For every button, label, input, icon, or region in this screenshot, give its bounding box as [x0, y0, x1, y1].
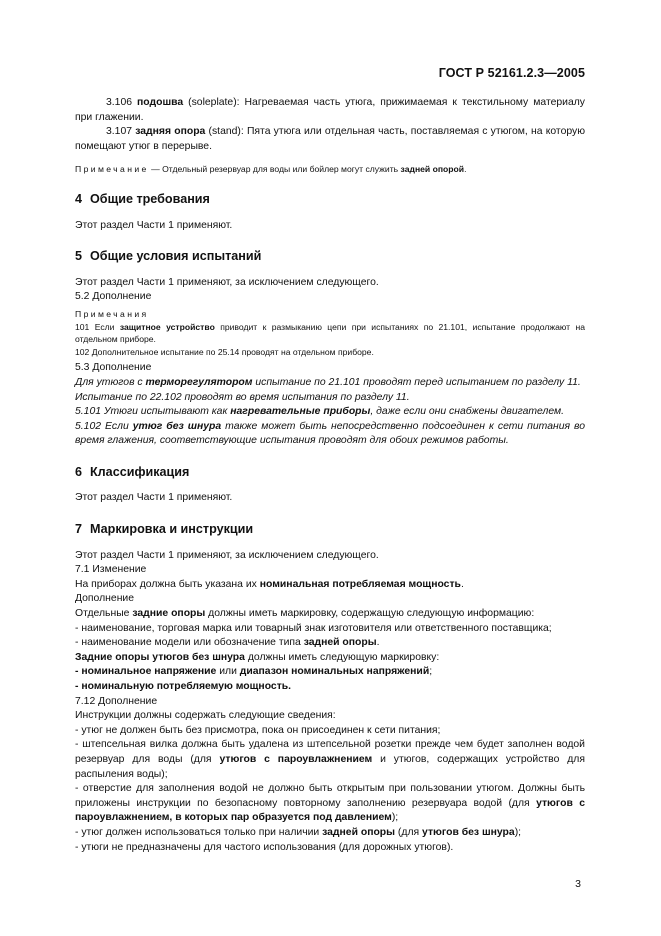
- term-stand-3: задней опоры: [322, 826, 396, 838]
- page-number: 3: [575, 878, 581, 890]
- note-101-start: 101 Если: [75, 321, 120, 332]
- list-item-voltage: [75, 665, 585, 680]
- term-voltage-range: диапазон номинальных напряжений: [239, 666, 430, 678]
- definition-3-106: [75, 96, 585, 125]
- subsection-7-12: 7.12 Дополнение: [75, 695, 158, 707]
- definition-3-107: [75, 125, 585, 154]
- list-item-model: [75, 636, 585, 651]
- section-6-heading: [75, 465, 585, 480]
- p5101-start: 5.101 Утюги испытывают как: [75, 406, 231, 418]
- paragraph-5-3-a: [75, 376, 585, 391]
- note-end: .: [464, 164, 467, 175]
- term-rated-power-input: номинальная потребляемая мощность: [259, 578, 461, 590]
- p5101-end: , даже если они снабжены двигателем.: [370, 406, 565, 418]
- section-4-heading: [75, 192, 585, 207]
- paragraph-7-12: Инструкции должны содержать следующие сведения:: [75, 710, 336, 722]
- list-item-use-stand: [75, 826, 585, 841]
- list-item-travel-irons: - утюги не предназначены для частого использования (для дорожных утюгов).: [75, 841, 454, 853]
- p71-start: На приборах должна быть указана их: [75, 578, 260, 590]
- term-rated-voltage: номинальное напряжение: [81, 666, 217, 678]
- term-protective-device: защитное устройство: [119, 321, 215, 332]
- p-sep-end: должны иметь маркировку, содержащую следующую информацию:: [205, 608, 535, 620]
- paragraph-5-3-b: Испытание по 22.102 проводят во время испытания по разделу 11.: [75, 391, 410, 403]
- p-cord-end: должны иметь следующую маркировку:: [244, 651, 440, 663]
- list-item-filling-opening: [75, 782, 585, 826]
- section-6-text: Этот раздел Части 1 применяют.: [75, 492, 233, 504]
- term-steam-irons: утюгов с пароувлажнением: [219, 753, 373, 765]
- p53-start: Для утюгов с: [75, 376, 146, 388]
- term-soleplate: подошва: [137, 97, 184, 108]
- paragraph-separate-stands: [75, 607, 585, 622]
- term-stands: задние опоры: [132, 608, 206, 620]
- li8-end: );: [514, 826, 522, 838]
- section-title: Маркировка и инструкции: [90, 522, 254, 537]
- paragraph-cordless-stands: [75, 651, 585, 666]
- li2-end: .: [376, 637, 380, 649]
- section-5-intro: Этот раздел Части 1 применяют, за исключением следующего.: [75, 276, 379, 288]
- term-stand: задняя опора: [135, 126, 206, 138]
- p53-end: испытание по 21.101 проводят перед испытанием по разделу 11.: [252, 376, 581, 388]
- notes-label: [75, 308, 585, 321]
- definition-text: (stand): Пята утюга или отдельная часть, поставляемая с утюгом, на которую помещают утюг в перерыве.: [75, 126, 585, 152]
- paragraph-5-102: [75, 420, 585, 449]
- list-item-plug: [75, 738, 585, 782]
- term-pressure-steam-irons: утюгов с пароувлажнением, в которых пар образуется под давлением: [75, 797, 585, 824]
- note-stand: [75, 163, 585, 176]
- section-number: 4: [75, 191, 83, 206]
- term-thermostat: терморегулятором: [145, 376, 253, 388]
- section-7-heading: [75, 522, 585, 537]
- subsection-5-3: 5.3 Дополнение: [75, 362, 152, 374]
- section-4-text: Этот раздел Части 1 применяют.: [75, 219, 233, 231]
- li2-start: - наименование модели или обозначение типа: [75, 637, 304, 649]
- section-5-heading: [75, 249, 585, 264]
- li8-start: - утюг должен использоваться только при наличии: [75, 826, 323, 838]
- note-102: 102 Дополнительное испытание по 25.14 проводят на отдельном приборе.: [75, 346, 374, 357]
- p71-end: .: [460, 578, 464, 590]
- paragraph-7-1: [75, 578, 585, 593]
- addition-label: Дополнение: [75, 593, 135, 605]
- note-101-end: приводит к размыканию цепи при испытаниях по 21.101, испытание продолжают на отдельном приборе.: [75, 321, 585, 345]
- note-101: [75, 321, 585, 346]
- li7-end: );: [391, 812, 399, 824]
- li3-dash: -: [75, 666, 82, 678]
- paragraph-5-101: [75, 405, 585, 420]
- term-cordless-irons: утюгов без шнура: [422, 826, 515, 838]
- note-text: — Отдельный резервуар для воды или бойлер могут служить: [148, 164, 401, 175]
- note-label: Примечание: [75, 164, 149, 175]
- list-item-manufacturer: - наименование, торговая марка или товарный знак изготовителя или ответственного поставщика;: [75, 622, 552, 634]
- standard-number: ГОСТ Р 52161.2.3—2005: [438, 66, 585, 80]
- section-title: Классификация: [90, 464, 190, 479]
- definition-number: 3.107: [106, 126, 133, 138]
- definition-text: (soleplate): Нагреваемая часть утюга, прижимаемая к текстильному материалу при глажении.: [75, 97, 585, 123]
- section-number: 5: [75, 249, 83, 264]
- section-number: 7: [75, 522, 83, 537]
- subsection-5-2: 5.2 Дополнение: [75, 291, 152, 303]
- li6-start: - штепсельная вилка должна быть удалена из штепсельной розетки прежде чем будет заполнен водой резервуар для воды (для: [75, 739, 585, 765]
- li3-or: или: [216, 666, 240, 678]
- li7-start: - отверстие для заполнения водой не должно быть открытым при пользовании утюгом. Должны быть приложены инструкции по безопасному повторному заполнению резервуара водой (для: [75, 783, 585, 809]
- page-content: [75, 96, 585, 855]
- list-item-unattended: - утюг не должен быть без присмотра, пока он присоединен к сети питания;: [75, 724, 441, 736]
- definition-number: 3.106: [106, 97, 133, 108]
- li8-mid: (для: [395, 826, 423, 838]
- subsection-7-1: 7.1 Изменение: [75, 564, 147, 576]
- li3-end: ;: [429, 666, 433, 678]
- term-cordless-stands: Задние опоры утюгов без шнура: [75, 651, 245, 663]
- p5102-end: также может быть непосредственно подсоединен к сети питания во время глажения, соответствующие испытания проводят для обоих режимов работы.: [75, 420, 585, 447]
- section-title: Общие условия испытаний: [90, 249, 262, 264]
- note-term: задней опорой: [400, 164, 465, 175]
- term-heating-appliances: нагревательные приборы: [230, 406, 371, 418]
- term-cordless-iron: утюг без шнура: [132, 420, 222, 432]
- section-7-intro: Этот раздел Части 1 применяют, за исключением следующего.: [75, 549, 379, 561]
- section-number: 6: [75, 464, 83, 479]
- list-item-power: - номинальную потребляемую мощность.: [75, 681, 292, 692]
- p5102-start: 5.102 Если: [75, 420, 133, 432]
- p-sep-start: Отдельные: [75, 608, 133, 620]
- notes-label-text: Примечания: [75, 308, 149, 319]
- term-stand-gen: задней опоры: [303, 637, 377, 649]
- section-title: Общие требования: [90, 191, 210, 206]
- li6-end: и утюгов, содержащих устройство для распыления воды);: [75, 753, 585, 780]
